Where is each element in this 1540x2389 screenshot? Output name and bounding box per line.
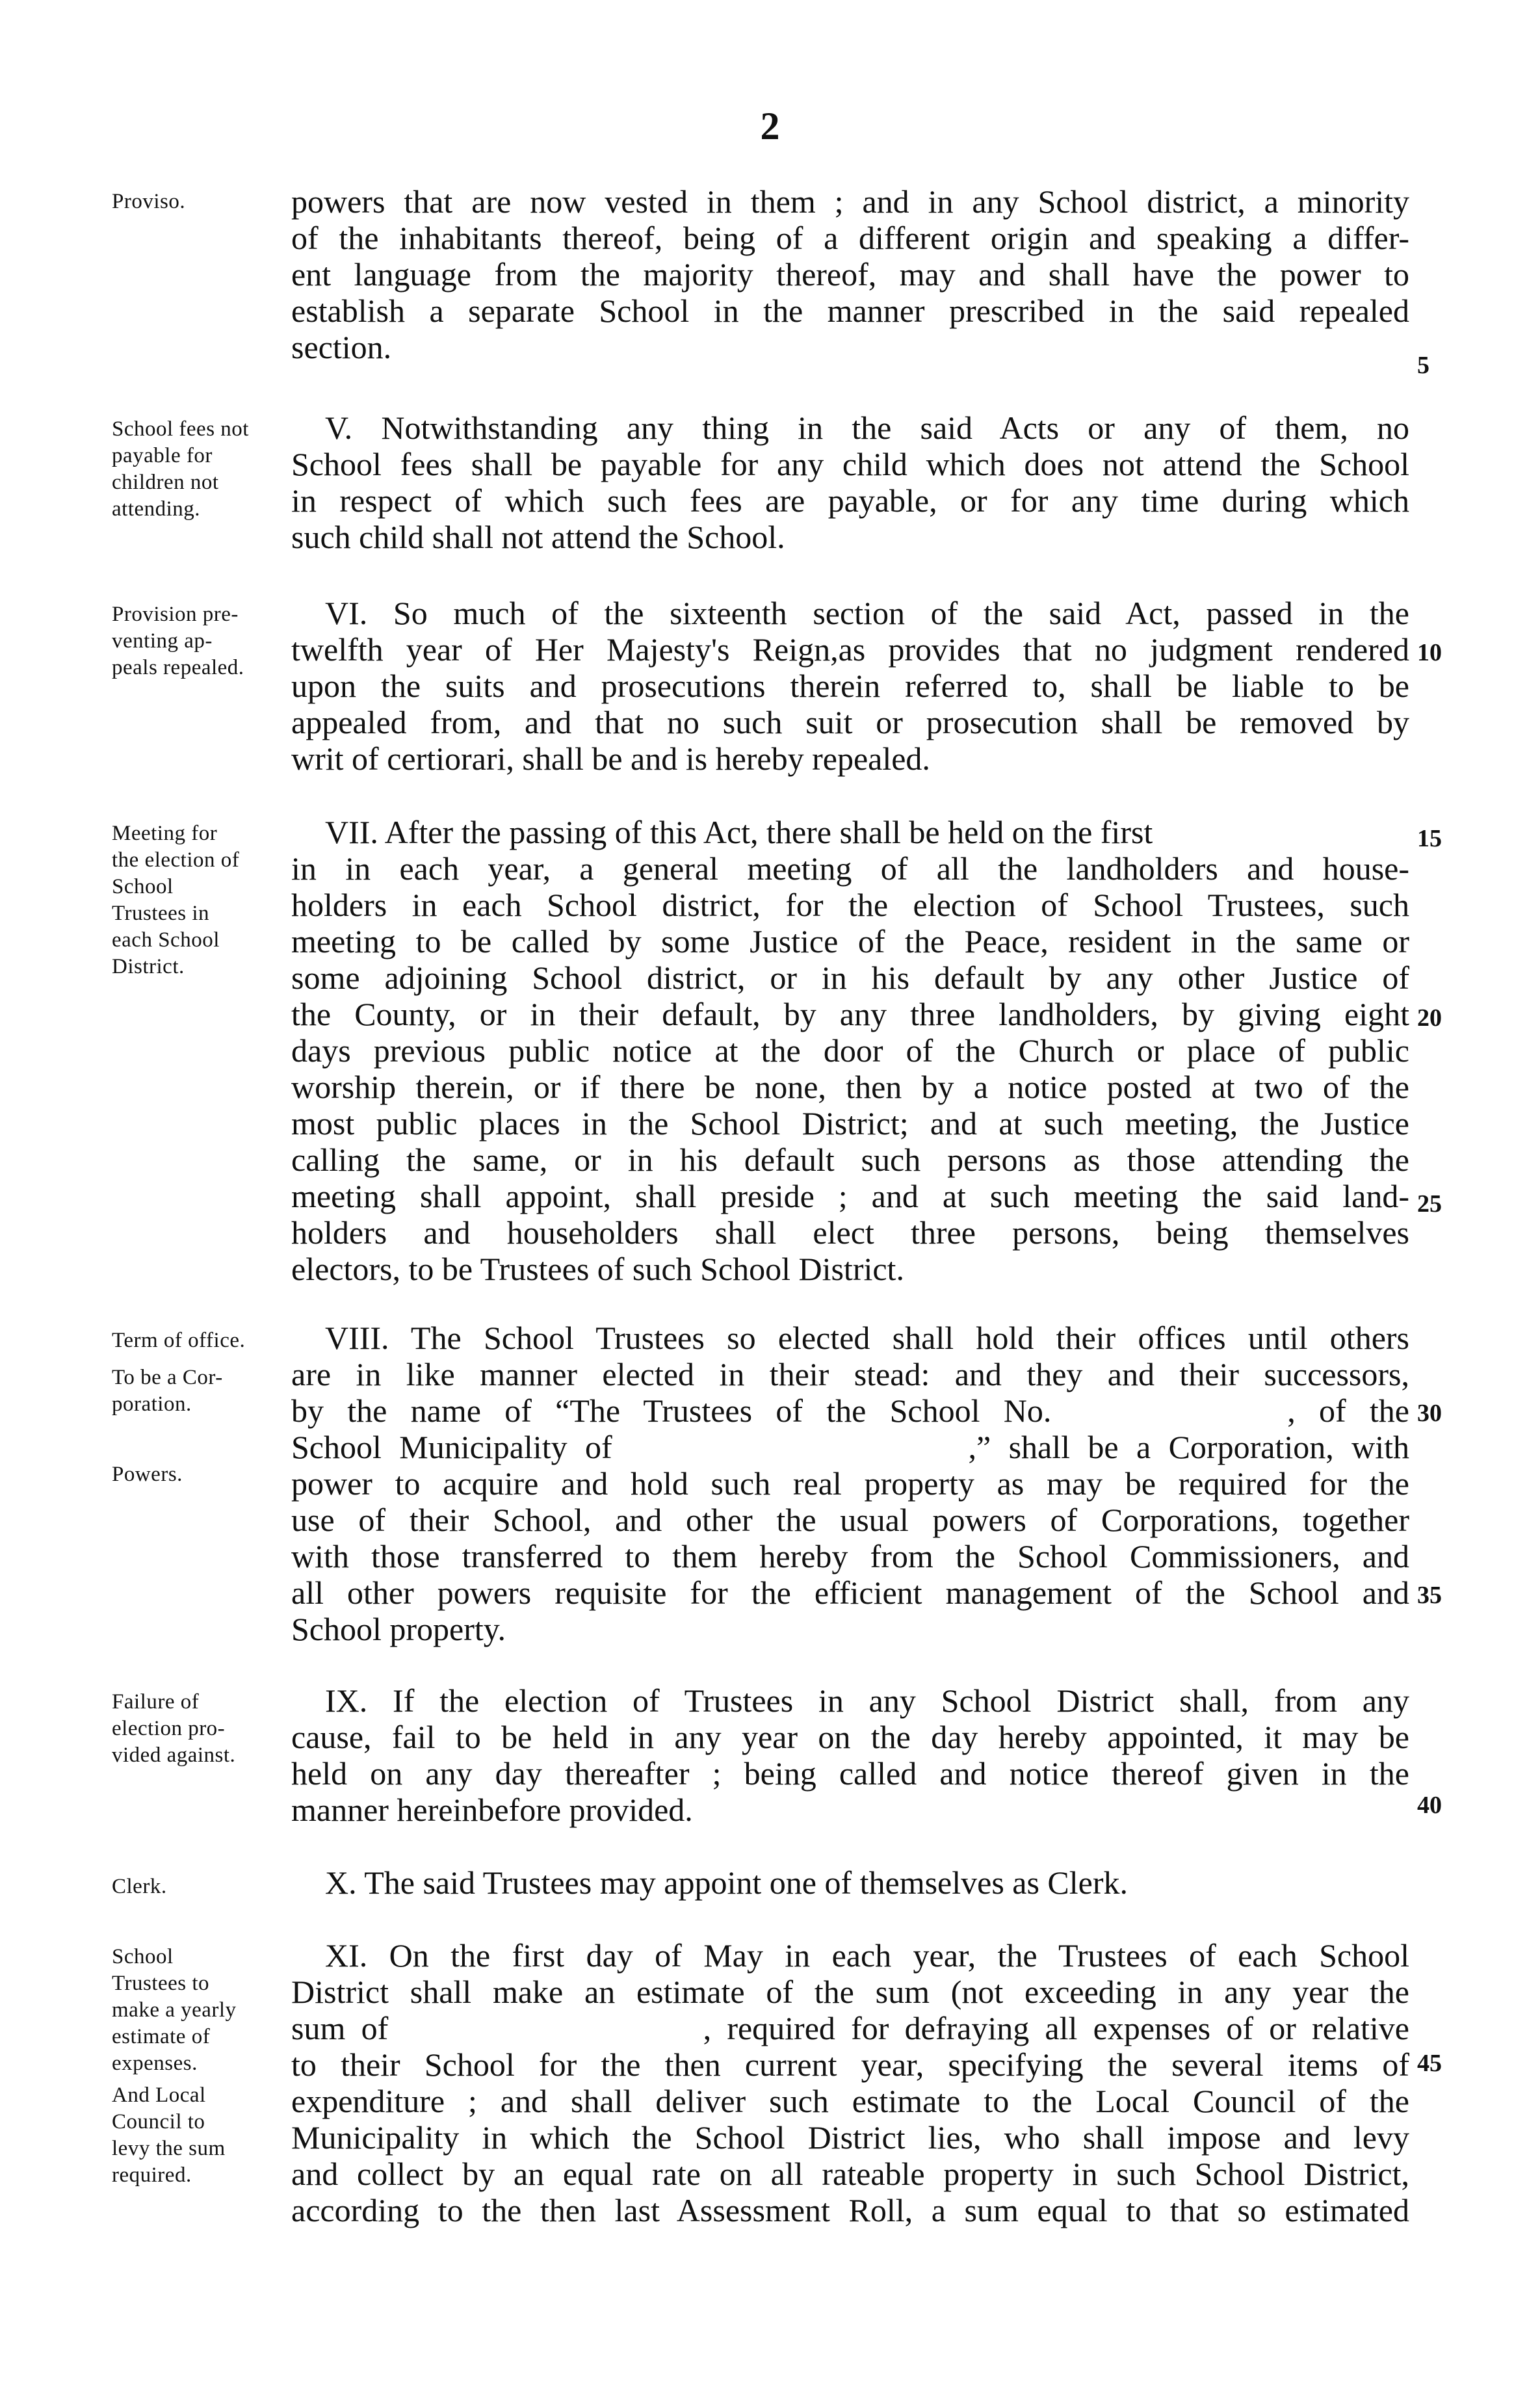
text-line: School Municipality of ,” shall be a Corporation, with bbox=[291, 1429, 1409, 1465]
margin-line: levy the sum bbox=[112, 2137, 226, 2160]
margin-note-meeting-election bbox=[112, 820, 300, 980]
paragraph-section-vii bbox=[291, 814, 1409, 1287]
text-line: the County, or in their default, by any three landholders, by giving eight bbox=[291, 996, 1409, 1032]
text-line: sum of , required for defraying all expenses of or relative bbox=[291, 2010, 1409, 2046]
text-line: according to the then last Assessment Roll, a sum equal to that so estimated bbox=[291, 2192, 1409, 2228]
paragraph-section-x bbox=[291, 1864, 1409, 1901]
line-number: 35 bbox=[1417, 1582, 1442, 1609]
margin-line: School bbox=[112, 875, 174, 898]
text-line: in respect of which such fees are payable, or for any time during which bbox=[291, 482, 1409, 519]
margin-line: the election of bbox=[112, 848, 240, 872]
margin-line: Term of office. bbox=[112, 1329, 246, 1352]
text-line: electors, to be Trustees of such School District. bbox=[291, 1251, 904, 1287]
margin-line: election pro- bbox=[112, 1717, 226, 1740]
text-line: appealed from, and that no such suit or prosecution shall be removed by bbox=[291, 704, 1409, 740]
paragraph-section-v bbox=[291, 410, 1409, 555]
paragraph-section-vi bbox=[291, 595, 1409, 777]
text-line: worship therein, or if there be none, then by a notice posted at two of the bbox=[291, 1069, 1409, 1105]
text-line: IX. If the election of Trustees in any School District shall, from any bbox=[325, 1682, 1409, 1719]
margin-line: Failure of bbox=[112, 1690, 200, 1714]
margin-line: School bbox=[112, 1945, 174, 1968]
margin-line: children not bbox=[112, 471, 219, 494]
margin-line: make a yearly bbox=[112, 1998, 237, 2022]
text-line: School fees shall be payable for any child which does not attend the School bbox=[291, 446, 1409, 482]
text-line: V. Notwithstanding any thing in the said Acts or any of them, no bbox=[325, 410, 1409, 446]
text-line: holders and householders shall elect three persons, being themselves bbox=[291, 1214, 1409, 1251]
margin-line: Proviso. bbox=[112, 190, 186, 213]
text-line: VI. So much of the sixteenth section of the said Act, passed in the bbox=[325, 595, 1409, 631]
margin-line: Powers. bbox=[112, 1463, 183, 1486]
text-line: expenditure ; and shall deliver such estimate to the Local Council of the bbox=[291, 2083, 1409, 2119]
margin-line: To be a Cor- bbox=[112, 1366, 223, 1389]
text-line: ent language from the majority thereof, may and shall have the power to bbox=[291, 256, 1409, 293]
paragraph-proviso bbox=[291, 183, 1409, 365]
margin-note-provision-appeals bbox=[112, 601, 300, 681]
margin-line: estimate of bbox=[112, 2025, 211, 2048]
margin-line: each School bbox=[112, 928, 220, 952]
paragraph-section-xi bbox=[291, 1937, 1409, 2228]
text-line: Municipality in which the School District lies, who shall impose and levy bbox=[291, 2119, 1409, 2156]
text-line: all other powers requisite for the efficient management of the School and bbox=[291, 1574, 1409, 1611]
text-line: holders in each School district, for the election of School Trustees, such bbox=[291, 887, 1409, 923]
text-line: School property. bbox=[291, 1611, 506, 1647]
margin-line: Meeting for bbox=[112, 822, 218, 845]
margin-line: And Local bbox=[112, 2083, 206, 2107]
margin-line: District. bbox=[112, 955, 185, 978]
margin-note-term-of-office bbox=[112, 1327, 300, 1488]
text-line: of the inhabitants thereof, being of a different origin and speaking a differ- bbox=[291, 220, 1409, 256]
text-line: writ of certiorari, shall be and is hereby repealed. bbox=[291, 740, 930, 777]
text-line: powers that are now vested in them ; and in any School district, a minority bbox=[291, 183, 1409, 220]
text-line: XI. On the first day of May in each year, the Trustees of each School bbox=[325, 1937, 1409, 1974]
line-number: 30 bbox=[1417, 1400, 1442, 1427]
page-number: 2 bbox=[760, 105, 780, 148]
margin-line: expenses. bbox=[112, 2052, 198, 2075]
paragraph-section-viii bbox=[291, 1320, 1409, 1647]
text-line: in in each year, a general meeting of all the landholders and house- bbox=[291, 850, 1409, 887]
margin-line: Provision pre- bbox=[112, 603, 239, 626]
text-line: section. bbox=[291, 329, 392, 365]
margin-line: required. bbox=[112, 2163, 192, 2187]
margin-line: attending. bbox=[112, 497, 201, 521]
margin-line: Trustees in bbox=[112, 902, 210, 925]
text-line: held on any day thereafter ; being called and notice thereof given in the bbox=[291, 1755, 1409, 1792]
line-number: 10 bbox=[1417, 639, 1442, 666]
text-line: manner hereinbefore provided. bbox=[291, 1792, 693, 1828]
text-line: by the name of “The Trustees of the School No. , of the bbox=[291, 1392, 1409, 1429]
margin-note-school-trustees-estimate bbox=[112, 1944, 300, 2189]
line-number: 25 bbox=[1417, 1190, 1442, 1218]
margin-note-failure-election bbox=[112, 1689, 300, 1769]
text-line: calling the same, or in his default such persons as those attending the bbox=[291, 1142, 1409, 1178]
margin-line: Clerk. bbox=[112, 1875, 167, 1898]
margin-note-clerk bbox=[112, 1873, 300, 1900]
text-line: VIII. The School Trustees so elected shall hold their offices until others bbox=[325, 1320, 1409, 1356]
text-line: with those transferred to them hereby from the School Commissioners, and bbox=[291, 1538, 1409, 1574]
margin-line: Council to bbox=[112, 2110, 205, 2134]
margin-line: venting ap- bbox=[112, 629, 213, 653]
margin-note-school-fees bbox=[112, 416, 300, 523]
line-number: 40 bbox=[1417, 1792, 1442, 1819]
line-number: 5 bbox=[1417, 352, 1429, 379]
text-line: VII. After the passing of this Act, there shall be held on the first bbox=[325, 814, 1153, 850]
text-line: power to acquire and hold such real property as may be required for the bbox=[291, 1465, 1409, 1502]
text-line: meeting to be called by some Justice of the Peace, resident in the same or bbox=[291, 923, 1409, 960]
text-line: upon the suits and prosecutions therein referred to, shall be liable to be bbox=[291, 668, 1409, 704]
margin-line: payable for bbox=[112, 444, 213, 467]
text-line: X. The said Trustees may appoint one of themselves as Clerk. bbox=[325, 1864, 1129, 1901]
margin-line: peals repealed. bbox=[112, 656, 244, 679]
text-line: and collect by an equal rate on all rateable property in such School District, bbox=[291, 2156, 1409, 2192]
text-line: are in like manner elected in their stead: and they and their successors, bbox=[291, 1356, 1409, 1392]
margin-line: vided against. bbox=[112, 1743, 236, 1767]
text-line: twelfth year of Her Majesty's Reign,as provides that no judgment rendered bbox=[291, 631, 1409, 668]
margin-line: poration. bbox=[112, 1392, 192, 1416]
text-line: such child shall not attend the School. bbox=[291, 519, 785, 555]
text-line: establish a separate School in the manner prescribed in the said repealed bbox=[291, 293, 1409, 329]
text-line: use of their School, and other the usual powers of Corporations, together bbox=[291, 1502, 1409, 1538]
line-number: 45 bbox=[1417, 2050, 1442, 2077]
line-number: 15 bbox=[1417, 825, 1442, 852]
margin-line: School fees not bbox=[112, 417, 249, 441]
text-line: meeting shall appoint, shall preside ; and at such meeting the said land- bbox=[291, 1178, 1409, 1214]
line-number: 20 bbox=[1417, 1004, 1442, 1032]
text-line: to their School for the then current year, specifying the several items of bbox=[291, 2046, 1409, 2083]
text-line: most public places in the School District; and at such meeting, the Justice bbox=[291, 1105, 1409, 1142]
margin-line bbox=[112, 1418, 300, 1444]
text-line: days previous public notice at the door of the Church or place of public bbox=[291, 1032, 1409, 1069]
text-line: cause, fail to be held in any year on the day hereby appointed, it may be bbox=[291, 1719, 1409, 1755]
margin-note-proviso bbox=[112, 189, 300, 215]
margin-line: Trustees to bbox=[112, 1972, 210, 1995]
paragraph-section-ix bbox=[291, 1682, 1409, 1828]
text-line: some adjoining School district, or in his default by any other Justice of bbox=[291, 960, 1409, 996]
text-line: District shall make an estimate of the sum (not exceeding in any year the bbox=[291, 1974, 1409, 2010]
